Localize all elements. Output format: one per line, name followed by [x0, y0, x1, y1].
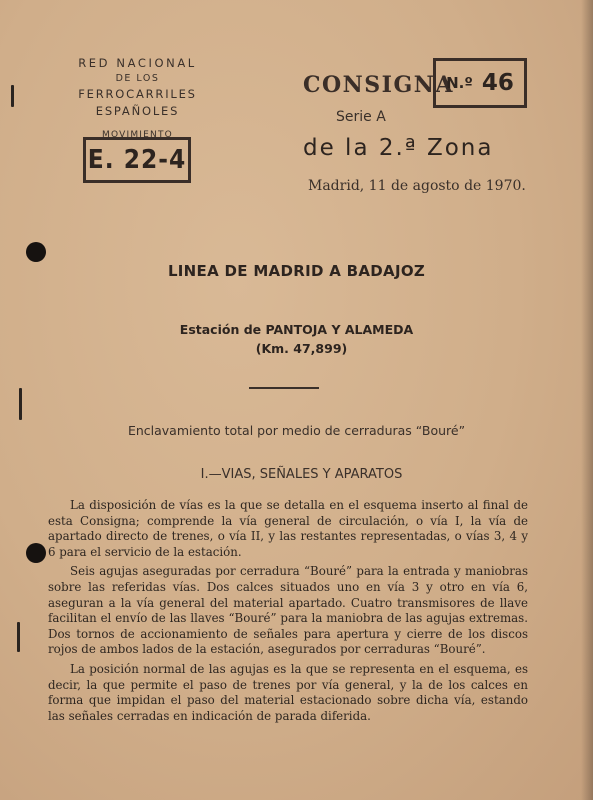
org-department: MOVIMIENTO [102, 130, 173, 140]
consigna-number-box [433, 58, 527, 108]
paragraph: La disposición de vías es la que se detalla en el esquema inserto al final de esta Consigna; comprende la vía general de circulación, o vía I, la vía de apartado directo de trenes, o vía II, y las restantes representadas, o vías 3, 4 y 6 para el servicio de la estación. [48, 498, 528, 559]
punch-hole-bottom [26, 543, 46, 563]
interlocking-subtitle: Enclavamiento total por medio de cerraduras “Bouré” [127, 423, 466, 438]
station-name: Estación de PANTOJA Y ALAMEDA [179, 322, 414, 337]
staple-mark [17, 622, 20, 652]
consigna-title: CONSIGNA [303, 72, 454, 98]
punch-hole-top [26, 242, 46, 262]
staple-mark [19, 388, 22, 420]
page-edge-shadow [581, 0, 593, 800]
date-line: Madrid, 11 de agosto de 1970. [308, 178, 526, 194]
document-code-box: E. 22-4 [83, 137, 191, 183]
line-title: LINEA DE MADRID A BADAJOZ [167, 262, 426, 280]
serie-label: Serie A [336, 109, 386, 125]
paragraph: Seis agujas aseguradas por cerradura “Bouré” para la entrada y maniobras sobre las referidas vías. Dos calces situados uno en vía 3 y otro en vía 6, aseguran a la vía general del material apartado. Cuatro transmisores de llave facilitan el envío de las llaves “Bouré” para la maniobra de las agujas extremas. Dos tornos de accionamiento de señales para apertura y cierre de los discos rojos de ambos lados de la estación, asegurados por cerraduras “Bouré”. [48, 564, 528, 657]
station-block [0, 320, 593, 358]
staple-mark [11, 85, 14, 107]
body-text [48, 498, 528, 728]
zona-label: de la 2.ª Zona [303, 135, 494, 161]
org-line-1: RED NACIONAL [78, 56, 197, 70]
paragraph: La posición normal de las agujas es la que se representa en el esquema, es decir, la que permite el paso de trenes por vía general, y la de los calces en forma que impidan el paso del material estacionado sobre dicha vía, estando las señales cerradas en indicación de parada diferida. [48, 661, 528, 723]
org-line-3: FERROCARRILES ESPAÑOLES [78, 87, 197, 118]
station-km: (Km. 47,899) [255, 341, 348, 356]
organization-header [40, 55, 235, 140]
consigna-number: 46 [481, 70, 514, 96]
divider [249, 387, 319, 389]
org-line-2: DE LOS [115, 73, 160, 84]
number-prefix: N.º [446, 74, 473, 92]
section-title: I.—VIAS, SEÑALES Y APARATOS [200, 467, 403, 482]
